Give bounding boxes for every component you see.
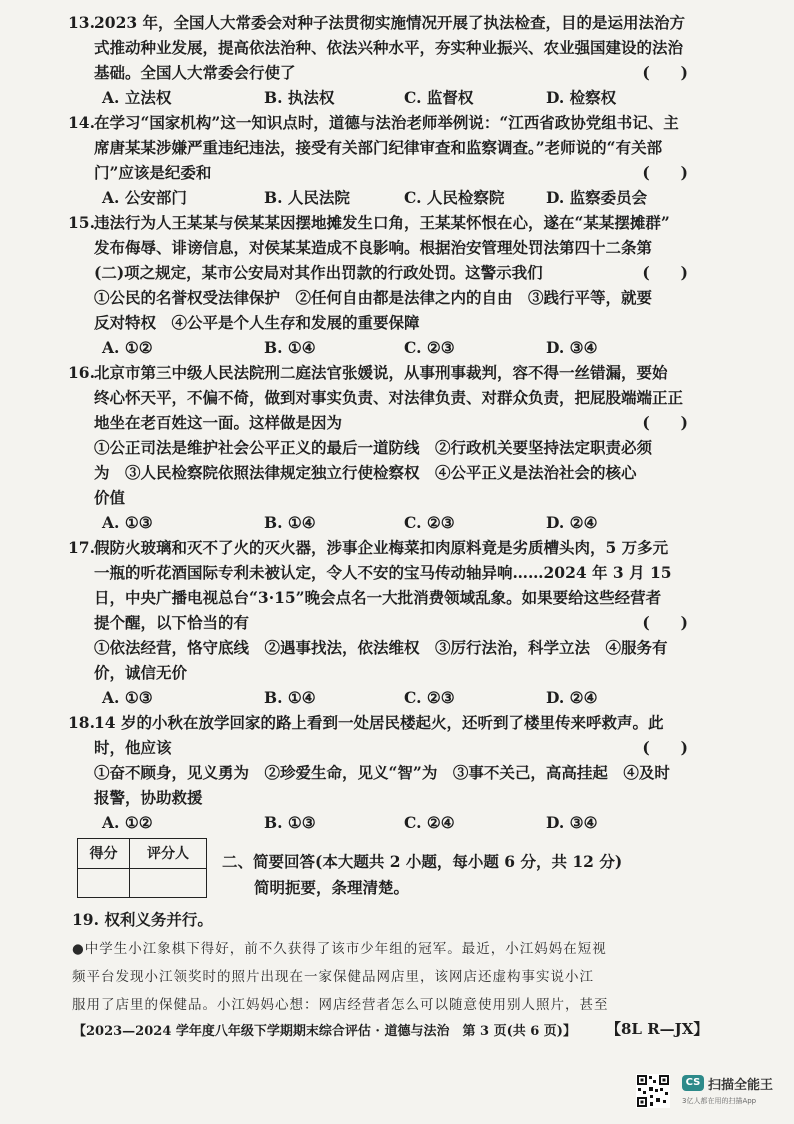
scanner-name: 扫描全能王: [708, 1078, 774, 1093]
option-b: B. 人民法院: [264, 188, 350, 207]
question-line: [68, 360, 688, 385]
question-text: 反对特权 ④公平是个人生存和发展的重要保障: [94, 313, 420, 332]
question-line: [94, 60, 688, 85]
option-c: C. 人民检察院: [404, 188, 505, 207]
question-text: 为 ③人民检察院依照法律规定独立行使检察权 ④公平正义是法治社会的核心: [94, 463, 637, 482]
question-19-title: 19. 权利义务并行。: [72, 910, 213, 929]
question-line: [94, 485, 688, 510]
section-title: 二、简要回答(本大题共 2 小题，每小题 6 分，共 12 分): [222, 852, 623, 871]
option-d: D. ②④: [546, 513, 598, 532]
question-line: [94, 760, 688, 785]
option-a: A. ①③: [102, 513, 153, 532]
option-d: D. ③④: [546, 338, 598, 357]
question-text: 地坐在老百姓这一面。这样做是因为: [94, 413, 343, 432]
question-15: [68, 210, 688, 360]
question-text: ①公民的名誉权受法律保护 ②任何自由都是法律之内的自由 ③践行平等，就要: [94, 288, 653, 307]
question-number: 16.: [68, 363, 95, 382]
option-c: C. ②③: [404, 338, 455, 357]
question-line: [94, 735, 688, 760]
answer-blank: ( ): [642, 63, 688, 82]
question-text: 假防火玻璃和灭不了火的灭火器，涉事企业梅菜扣肉原料竟是劣质槽头肉，5 万多元: [94, 538, 669, 557]
question-line: [94, 660, 688, 685]
answer-blank: ( ): [642, 613, 688, 632]
scanner-tagline: 3亿人都在用的扫描App: [682, 1097, 757, 1105]
grader-cell: [129, 868, 206, 898]
option-b: B. ①③: [264, 813, 316, 832]
option-a: A. ①②: [102, 813, 153, 832]
question-18: [68, 710, 688, 835]
question-19-material: [72, 935, 692, 1019]
question-line: [94, 560, 688, 585]
question-17: [68, 535, 688, 710]
question-text: 违法行为人王某某与侯某某因摆地摊发生口角，王某某怀恨在心，遂在“某某摆摊群”: [94, 213, 670, 232]
question-text: 一瓶的听花酒国际专利未被认定，令人不安的宝马传动轴异响……2024 年 3 月 15: [94, 563, 672, 582]
question-text: ①奋不顾身，见义勇为 ②珍爱生命，见义“智”为 ③事不关己，高高挂起 ④及时: [94, 763, 670, 782]
option-b: B. ①④: [264, 338, 316, 357]
question-line: [68, 210, 688, 235]
question-line: [68, 10, 688, 35]
question-line: [94, 385, 688, 410]
question-line: [94, 285, 688, 310]
material-line: 频平台发现小江领奖时的照片出现在一家保健品网店里，该网店还虚构事实说小江: [72, 969, 594, 985]
question-text: 基础。全国人大常委会行使了: [94, 63, 296, 82]
material-line: ●中学生小江象棋下得好，前不久获得了该市少年组的冠军。最近，小江妈妈在短视: [72, 941, 607, 957]
option-d: D. 检察权: [546, 88, 617, 107]
question-line: [68, 110, 688, 135]
option-a: A. 公安部门: [102, 188, 187, 207]
question-text: 席唐某某涉嫌严重违纪违法，接受有关部门纪律审查和监察调查。”老师说的“有关部: [94, 138, 663, 157]
question-line: [94, 260, 688, 285]
question-line: [68, 535, 688, 560]
option-b: B. 执法权: [264, 88, 335, 107]
options-row: [94, 810, 688, 835]
question-line: [94, 135, 688, 160]
option-c: C. ②④: [404, 813, 455, 832]
question-line: [68, 710, 688, 735]
question-16: [68, 360, 688, 535]
scanner-logo: CS: [682, 1075, 704, 1091]
question-line: [94, 585, 688, 610]
option-a: A. 立法权: [102, 88, 172, 107]
question-text: ①依法经营，恪守底线 ②遇事找法，依法维权 ③厉行法治，科学立法 ④服务有: [94, 638, 668, 657]
question-line: [94, 410, 688, 435]
question-text: 14 岁的小秋在放学回家的路上看到一处居民楼起火，还听到了楼里传来呼救声。此: [94, 713, 664, 732]
question-text: 时，他应该: [94, 738, 172, 757]
question-text: 终心怀天平，不偏不倚，做到对事实负责、对法律负责、对群众负责，把屁股端端正正: [94, 388, 684, 407]
question-text: 报警，协助救援: [94, 788, 203, 807]
score-table: [77, 838, 207, 898]
option-b: B. ①④: [264, 688, 316, 707]
question-number: 17.: [68, 538, 95, 557]
question-line: [94, 460, 688, 485]
option-a: A. ①②: [102, 338, 153, 357]
question-line: [94, 310, 688, 335]
option-d: D. 监察委员会: [546, 188, 648, 207]
question-13: [68, 10, 688, 110]
question-line: [94, 235, 688, 260]
options-row: [94, 85, 688, 110]
option-d: D. ②④: [546, 688, 598, 707]
question-text: 式推动种业发展，提高依法治种、依法兴种水平，夯实种业振兴、农业强国建设的法治: [94, 38, 684, 57]
question-text: 在学习“国家机构”这一知识点时，道德与法治老师举例说：“江西省政协党组书记、主: [94, 113, 679, 132]
options-row: [94, 685, 688, 710]
option-b: B. ①④: [264, 513, 316, 532]
question-text: 门”应该是纪委和: [94, 163, 212, 182]
answer-blank: ( ): [642, 413, 688, 432]
material-line: 服用了店里的保健品。小江妈妈心想：网店经营者怎么可以随意使用别人照片，甚至: [72, 997, 609, 1013]
question-text: 价值: [94, 488, 126, 507]
options-row: [94, 185, 688, 210]
answer-blank: ( ): [642, 163, 688, 182]
page-footer: 【2023—2024 学年度八年级下学期期末综合评估 · 道德与法治 第 3 页(共 6 页)】: [73, 1024, 576, 1039]
option-d: D. ③④: [546, 813, 598, 832]
question-text: ①公正司法是维护社会公平正义的最后一道防线 ②行政机关要坚持法定职责必须: [94, 438, 653, 457]
question-line: [94, 160, 688, 185]
question-line: [94, 435, 688, 460]
option-a: A. ①③: [102, 688, 153, 707]
question-line: [94, 35, 688, 60]
question-line: [94, 610, 688, 635]
question-text: 发布侮辱、诽谤信息，对侯某某造成不良影响。根据治安管理处罚法第四十二条第: [94, 238, 653, 257]
question-text: 价，诚信无价: [94, 663, 188, 682]
question-number: 13.: [68, 13, 95, 32]
answer-blank: ( ): [642, 738, 688, 757]
options-row: [94, 510, 688, 535]
options-row: [94, 335, 688, 360]
answer-blank: ( ): [642, 263, 688, 282]
qr-code-icon: [636, 1074, 670, 1108]
question-number: 15.: [68, 213, 95, 232]
grader-header: 评分人: [129, 839, 206, 869]
score-cell: [78, 868, 130, 898]
option-c: C. ②③: [404, 513, 455, 532]
edition-code: 【8L R—JX】: [606, 1020, 709, 1038]
question-line: [94, 785, 688, 810]
option-c: C. 监督权: [404, 88, 474, 107]
question-text: 2023 年，全国人大常委会对种子法贯彻实施情况开展了执法检查，目的是运用法治方: [94, 13, 686, 32]
option-c: C. ②③: [404, 688, 455, 707]
question-number: 18.: [68, 713, 95, 732]
question-number: 14.: [68, 113, 95, 132]
question-14: [68, 110, 688, 210]
question-text: (二)项之规定，某市公安局对其作出罚款的行政处罚。这警示我们: [94, 263, 543, 282]
question-text: 北京市第三中级人民法院刑二庭法官张媛说，从事刑事裁判，容不得一丝错漏，要始: [94, 363, 668, 382]
question-text: 日，中央广播电视总台“3·15”晚会点名一大批消费领域乱象。如果要给这些经营者: [94, 588, 662, 607]
section-subtitle: 简明扼要，条理清楚。: [254, 878, 410, 897]
question-text: 提个醒，以下恰当的有: [94, 613, 250, 632]
score-header: 得分: [78, 839, 130, 869]
question-line: [94, 635, 688, 660]
